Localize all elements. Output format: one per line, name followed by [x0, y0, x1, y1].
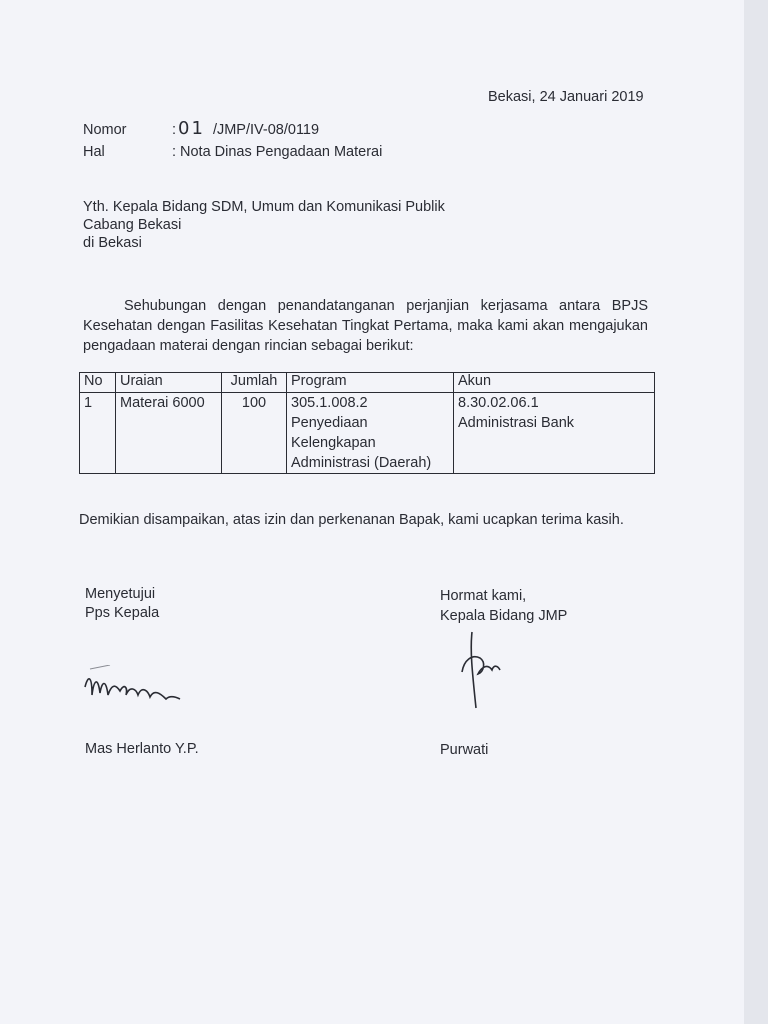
table-row	[80, 393, 655, 474]
akun-desc: Administrasi Bank	[458, 415, 575, 431]
akun-code: 8.30.02.06.1	[458, 395, 539, 411]
program-code: 305.1.008.2	[291, 395, 368, 411]
hal-label: Hal	[83, 144, 105, 160]
cell-no: 1	[80, 393, 116, 474]
sender-signature	[458, 630, 508, 710]
sender-line-2: Kepala Bidang JMP	[440, 608, 568, 624]
nomor-handwritten-number: 01	[178, 118, 205, 139]
header-uraian: Uraian	[116, 373, 222, 393]
cell-uraian: Materai 6000	[116, 393, 222, 474]
cell-akun	[454, 393, 655, 474]
sender-line-1: Hormat kami,	[440, 588, 527, 604]
recipient-line-3: di Bekasi	[83, 235, 142, 251]
header-jumlah: Jumlah	[222, 373, 287, 393]
header-no: No	[80, 373, 116, 393]
table-header-row	[80, 373, 655, 393]
approver-signature	[80, 665, 190, 710]
body-text: Sehubungan dengan penandatanganan perjanjian kerjasama antara BPJS Kesehatan dengan Fasilitas Kesehatan Tingkat Pertama, maka kami akan mengajukan pengadaan materai dengan rincian sebagai berikut:	[83, 298, 648, 354]
header-akun: Akun	[454, 373, 655, 393]
hal-colon: :	[172, 144, 177, 160]
recipient-line-1: Yth. Kepala Bidang SDM, Umum dan Komunikasi Publik	[83, 199, 445, 215]
sender-name: Purwati	[440, 742, 489, 758]
approver-name: Mas Herlanto Y.P.	[85, 741, 199, 757]
nomor-colon: :	[172, 122, 177, 138]
closing-sentence: Demikian disampaikan, atas izin dan perkenanan Bapak, kami ucapkan terima kasih.	[79, 512, 624, 528]
materai-table	[79, 372, 655, 474]
hal-value: Nota Dinas Pengadaan Materai	[180, 144, 383, 160]
scan-edge	[744, 0, 768, 1024]
approver-line-1: Menyetujui	[85, 586, 156, 602]
body-paragraph	[83, 296, 648, 356]
approver-line-2: Pps Kepala	[85, 605, 160, 621]
nomor-reference: /JMP/IV-08/0119	[212, 122, 320, 138]
header-program: Program	[287, 373, 454, 393]
nomor-value	[178, 118, 319, 139]
recipient-line-2: Cabang Bekasi	[83, 217, 182, 233]
program-desc: Penyediaan Kelengkapan Administrasi (Daerah)	[291, 415, 432, 471]
letter-date: Bekasi, 24 Januari 2019	[488, 89, 644, 105]
nomor-label: Nomor	[83, 122, 127, 138]
cell-program	[287, 393, 454, 474]
cell-jumlah: 100	[222, 393, 287, 474]
